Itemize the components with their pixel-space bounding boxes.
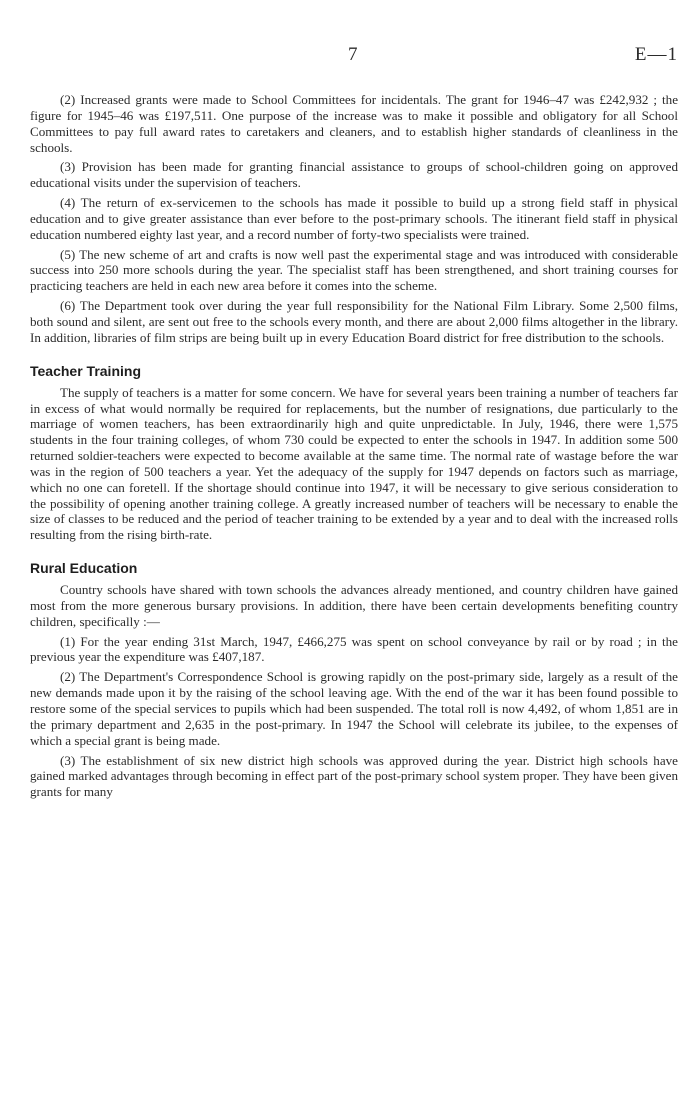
page-number: 7 — [348, 44, 358, 65]
report-code: E—1 — [634, 44, 678, 65]
paragraph-educational-visits: (3) Provision has been made for granting financial assistance to groups of school-children going on approved educational visits under the supervision of teachers. — [30, 159, 678, 191]
paragraph-school-conveyance: (1) For the year ending 31st March, 1947, £466,275 was spent on school conveyance by rail or by road ; in the previous year the expenditure was £407,187. — [30, 633, 678, 665]
paragraph-correspondence-school: (2) The Department's Correspondence School is growing rapidly on the post-primary side, largely as a result of the new demands made upon it by the raising of the school leaving age. With the end of the war it has been found possible to restore some of the special services to pupils which had been suspended. The total roll is now 4,492, of whom 1,851 are in the primary department and 2,635 in the post-primary. In 1947 the School will celebrate its jubilee, to the expenses of which a special grant is being made. — [30, 669, 678, 748]
paragraph-district-high-schools: (3) The establishment of six new district high schools was approved during the year. District high schools have gained marked advantages through becoming in effect part of the post-primary school system proper. They have been given grants for many — [30, 752, 678, 800]
section-grants — [30, 92, 678, 346]
paragraph-grants-incidentals: (2) Increased grants were made to School Committees for incidentals. The grant for 1946–47 was £242,932 ; the figure for 1945–46 was £197,511. One purpose of the increase was to make it possible and obligatory for all School Committees to pay full award rates to caretakers and cleaners, and to establish higher standards of cleanliness in the schools. — [30, 92, 678, 155]
page-header — [30, 0, 678, 65]
paragraph-country-schools: Country schools have shared with town schools the advances already mentioned, and country children have gained most from the more generous bursary provisions. In addition, there have been certain developments benefiting country children, specifically :— — [30, 582, 678, 629]
heading-rural-education: Rural Education — [30, 560, 138, 577]
page-body — [30, 92, 678, 804]
paragraph-art-and-crafts: (5) The new scheme of art and crafts is now well past the experimental stage and was introduced with considerable success into 250 more schools during the year. The specialist staff has been strengthened, and short training courses for practicing teachers are held in each new area before it comes into the scheme. — [30, 246, 678, 294]
paragraph-film-library: (6) The Department took over during the year full responsibility for the National Film Library. Some 2,500 films, both sound and silent, are sent out free to the schools every month, and there are about 2,000 films altogether in the library. In addition, libraries of film strips are being built up in every Education Board district for free distribution to the schools. — [30, 298, 678, 345]
heading-teacher-training: Teacher Training — [30, 362, 141, 379]
section-rural-education — [30, 560, 678, 800]
paragraph-physical-education: (4) The return of ex-servicemen to the schools has made it possible to build up a strong field staff in physical education and to give greater assistance than ever before to the post-primary schools. The itinerant field staff in physical education numbered eighty last year, and a record number of forty-two specialists were trained. — [30, 195, 678, 242]
section-teacher-training — [30, 363, 678, 543]
paragraph-teacher-supply: The supply of teachers is a matter for some concern. We have for several years been training a number of teachers far in excess of what would normally be required for replacements, but the number of resignations, due particularly to the marriage of women teachers, has been extraordinarily high and quite unpredictable. In July, 1946, there were 1,575 students in the four training colleges, of whom 730 could be expected to enter the schools in 1947. In addition some 500 returned soldier-teachers were expected to become available at the same time. The normal rate of wastage before the war was in the region of 500 teachers a year. Yet the adequacy of the supply for 1947 depends on factors such as marriage, which no one can foretell. If the shortage should continue into 1947, it will be necessary to give serious consideration to the possibility of opening another training college. A greatly increased number of teachers will be necessary to enable the size of classes to be reduced and the period of teacher training to be extended by a year and to deal with the increased rolls resulting from the rising birth-rate. — [30, 384, 678, 543]
